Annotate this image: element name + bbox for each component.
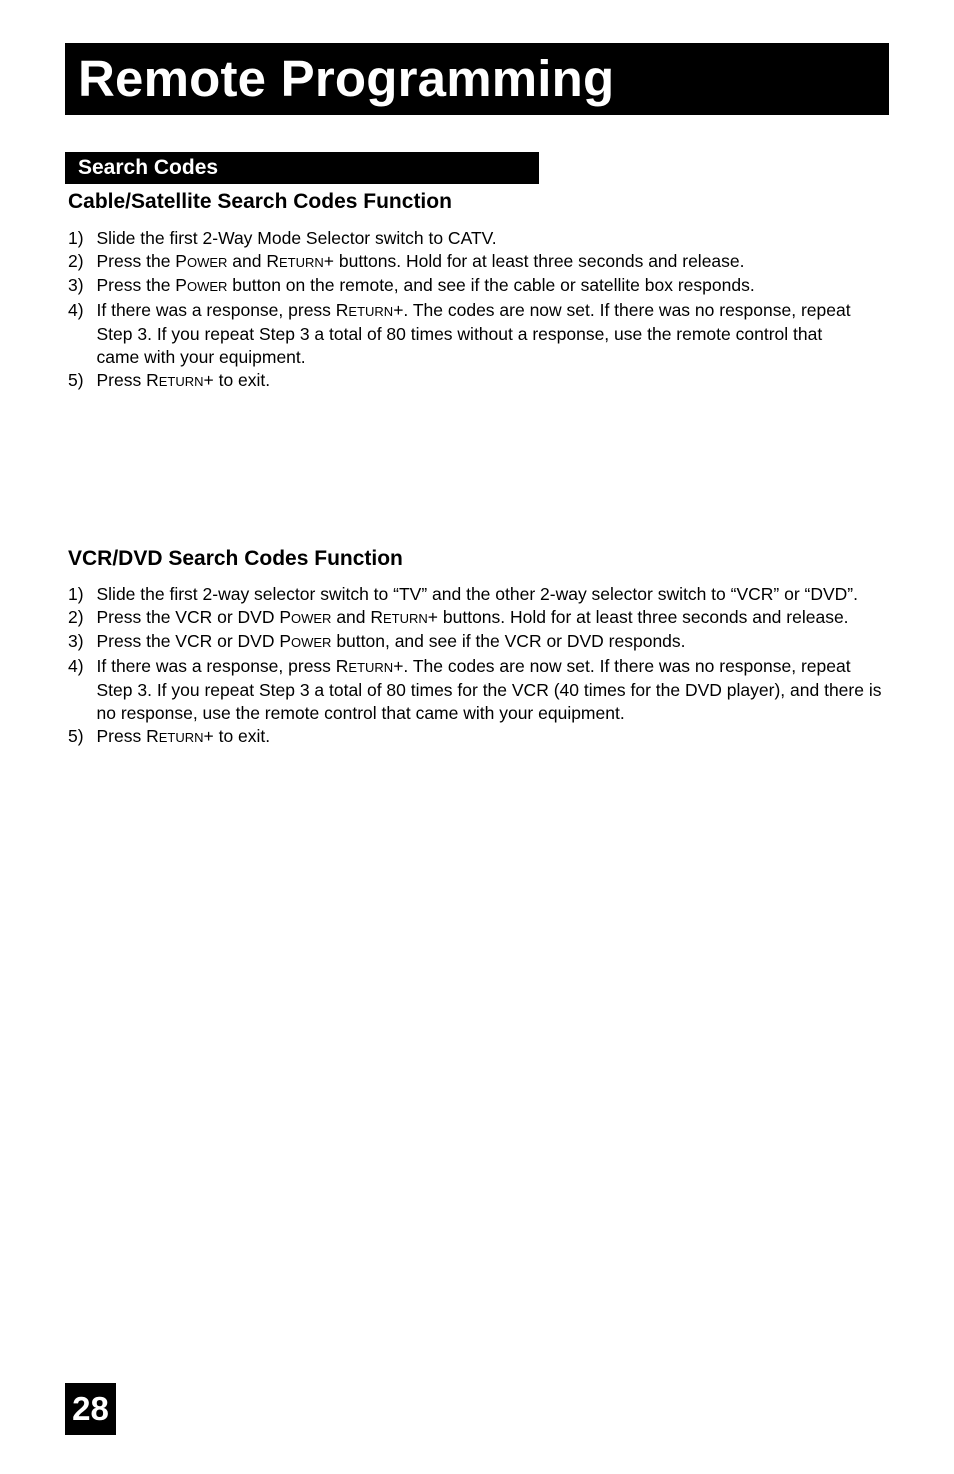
list-item bbox=[68, 583, 886, 606]
page-number-box bbox=[65, 1383, 116, 1435]
list-item bbox=[68, 227, 868, 250]
cable-steps-list bbox=[68, 227, 868, 393]
step-text: Slide the first 2-Way Mode Selector switch to CATV. bbox=[96, 228, 497, 248]
page-title: Remote Programming bbox=[78, 50, 615, 107]
step-number: 1) bbox=[68, 584, 84, 604]
step-number: 4) bbox=[68, 299, 84, 320]
step-number: 4) bbox=[68, 655, 84, 676]
step-text: Press the VCR or DVD POWER and RETURN+ buttons. Hold for at least three seconds and release. bbox=[96, 607, 849, 628]
list-item bbox=[68, 606, 886, 630]
step-number: 1) bbox=[68, 228, 84, 248]
page-title-banner bbox=[65, 43, 889, 115]
vcr-steps-list bbox=[68, 583, 886, 749]
step-number: 2) bbox=[68, 607, 84, 628]
section-label: Search Codes bbox=[78, 156, 219, 179]
list-item bbox=[68, 274, 868, 298]
list-item bbox=[68, 369, 868, 393]
section-banner bbox=[65, 152, 539, 184]
list-item bbox=[68, 655, 886, 726]
step-text: Press the POWER and RETURN+ buttons. Hold for at least three seconds and release. bbox=[96, 251, 745, 272]
vcr-dvd-heading: VCR/DVD Search Codes Function bbox=[68, 547, 403, 570]
step-text: Press RETURN+ to exit. bbox=[96, 726, 271, 747]
step-number: 3) bbox=[68, 631, 84, 652]
list-item bbox=[68, 299, 868, 370]
cable-satellite-heading: Cable/Satellite Search Codes Function bbox=[68, 190, 452, 213]
step-text: If there was a response, press RETURN+. The codes are now set. If there was no response, repeat Step 3. If you repeat Step 3 a total of 80 times without a response, use the remote control that came with your equipment. bbox=[96, 299, 851, 368]
list-item bbox=[68, 725, 886, 749]
step-number: 3) bbox=[68, 275, 84, 296]
step-text: Press the VCR or DVD POWER button, and see if the VCR or DVD responds. bbox=[96, 631, 686, 652]
page-number: 28 bbox=[72, 1390, 109, 1427]
step-number: 2) bbox=[68, 251, 84, 272]
list-item bbox=[68, 630, 886, 654]
step-number: 5) bbox=[68, 726, 84, 747]
list-item bbox=[68, 250, 868, 274]
step-text: Slide the first 2-way selector switch to “TV” and the other 2-way selector switch to “VCR” or “DVD”. bbox=[96, 584, 858, 604]
step-text: If there was a response, press RETURN+. The codes are now set. If there was no response, repeat Step 3. If you repeat Step 3 a total of 80 times for the VCR (40 times for the DVD player), and there is no response, use the remote control that came with your equipment. bbox=[96, 655, 882, 724]
step-number: 5) bbox=[68, 370, 84, 391]
step-text: Press RETURN+ to exit. bbox=[96, 370, 271, 391]
step-text: Press the POWER button on the remote, and see if the cable or satellite box responds. bbox=[96, 275, 755, 296]
